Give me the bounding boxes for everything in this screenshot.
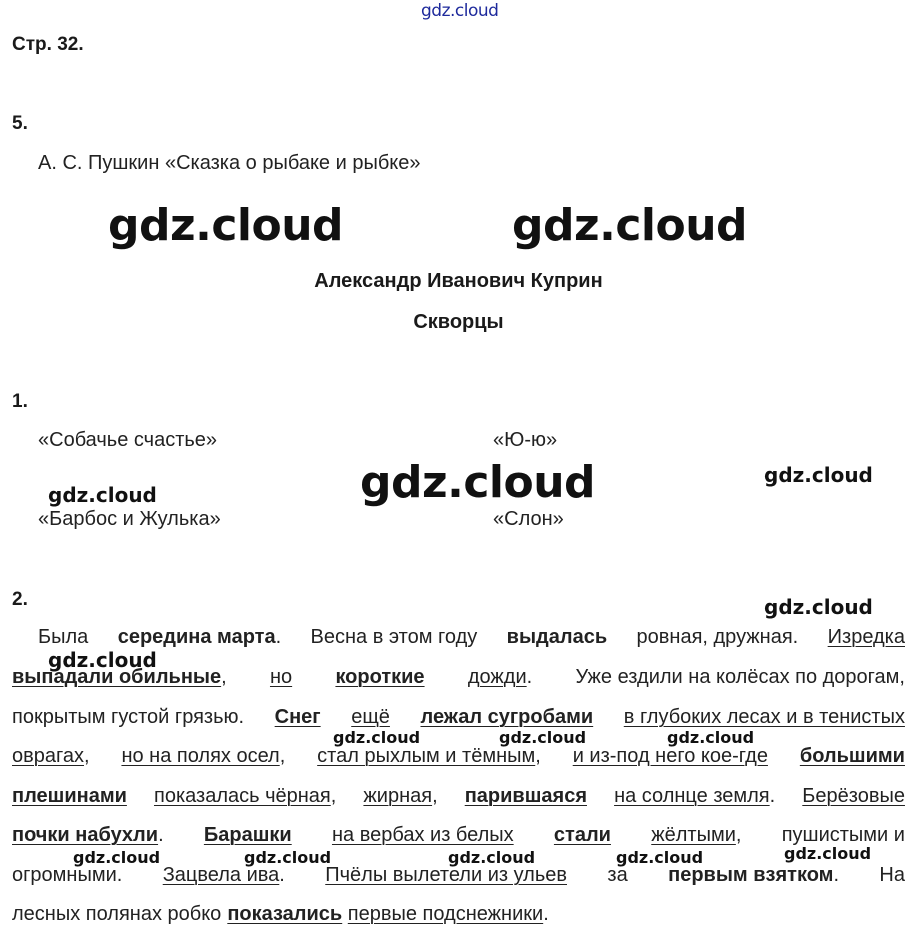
text-segment: На (879, 864, 905, 886)
text-segment: короткие (335, 666, 425, 688)
text-segment: в глубоких лесах и в тенистых (623, 706, 905, 728)
author-name: Александр Иванович Куприн (314, 270, 603, 292)
text-segment: . (526, 666, 533, 688)
text-segment: показались (227, 903, 343, 925)
watermark-small: gdz.cloud (73, 848, 161, 867)
text-segment: жирная (363, 785, 433, 807)
paragraph-line (12, 903, 905, 926)
paragraph-line (12, 785, 905, 808)
text-segment: , (279, 745, 286, 767)
watermark-top: gdz.cloud (421, 1, 499, 21)
text-segment: Зацвела ива (162, 864, 280, 886)
text-segment: . (158, 824, 164, 846)
story-title: Скворцы (413, 311, 504, 333)
work-item: «Собачье счастье» (38, 429, 218, 451)
paragraph-line (12, 864, 905, 887)
text-segment: плешинами (12, 785, 127, 807)
watermark-large-right: gdz.cloud (512, 200, 748, 251)
task-5-number: 5. (12, 113, 28, 134)
text-segment: Снег (274, 706, 321, 728)
text-segment: , (735, 824, 742, 846)
text-segment: лесных полянах робко (12, 903, 222, 925)
text-segment: выдалась (506, 626, 608, 648)
text-segment: , (535, 745, 541, 767)
watermark-small: gdz.cloud (499, 728, 587, 747)
watermark-small: gdz.cloud (784, 844, 872, 863)
watermark-small: gdz.cloud (616, 848, 704, 867)
text-segment: первым взятком (668, 864, 834, 886)
text-segment: но на полях осел (121, 745, 280, 767)
paragraph-line (38, 626, 905, 649)
text-segment: на солнце земля (614, 785, 770, 807)
text-segment: стал рыхлым и тёмным (317, 745, 536, 767)
text-segment: середина марта (117, 626, 276, 648)
text-segment: оврагах (12, 745, 84, 767)
text-segment: за (607, 864, 628, 886)
text-segment: первые подснежники (347, 903, 544, 925)
text-segment: дожди (467, 666, 527, 688)
text-segment: Пчёлы вылетели из ульев (325, 864, 567, 886)
text-segment: и из-под него кое-где (572, 745, 768, 767)
text-segment: Была (38, 626, 89, 648)
text-segment: Барашки (203, 824, 292, 846)
work-item: «Ю-ю» (493, 429, 558, 451)
text-segment: , (221, 666, 227, 688)
work-item: «Барбос и Жулька» (38, 508, 221, 530)
text-segment: покрытым густой грязью. (12, 706, 245, 728)
watermark-small: gdz.cloud (448, 848, 536, 867)
watermark-medium: gdz.cloud (764, 595, 873, 619)
text-segment: Весна в этом году (310, 626, 478, 648)
watermark-small: gdz.cloud (244, 848, 332, 867)
text-segment: , (432, 785, 438, 807)
work-item: «Слон» (493, 508, 564, 530)
text-segment: на вербах из белых (331, 824, 514, 846)
paragraph-line (12, 824, 905, 847)
text-segment: стали (553, 824, 611, 846)
task-5-answer: А. С. Пушкин «Сказка о рыбаке и рыбке» (38, 152, 421, 174)
text-segment: показалась чёрная (153, 785, 331, 807)
text-segment: . (275, 626, 282, 648)
watermark-medium: gdz.cloud (48, 483, 157, 507)
text-segment: огромными. (12, 864, 123, 886)
text-segment: , (83, 745, 90, 767)
text-segment: . (279, 864, 285, 886)
text-segment: . (833, 864, 840, 886)
text-segment: ещё (351, 706, 390, 728)
page-label: Стр. 32. (12, 34, 84, 55)
text-segment: жёлтыми (651, 824, 736, 846)
text-segment: Уже ездили на колёсах по дорогам, (575, 666, 905, 688)
text-segment: большими (799, 745, 905, 767)
watermark-large-center: gdz.cloud (360, 457, 596, 508)
watermark-medium: gdz.cloud (764, 463, 873, 487)
watermark-small: gdz.cloud (667, 728, 755, 747)
text-segment: Изредка (827, 626, 905, 648)
task-1-number: 1. (12, 391, 28, 412)
text-segment: лежал сугробами (420, 706, 594, 728)
watermark-small: gdz.cloud (333, 728, 421, 747)
watermark-large-left: gdz.cloud (108, 200, 344, 251)
text-segment: ровная, дружная. (636, 626, 799, 648)
paragraph-line (12, 745, 905, 768)
watermark-medium: gdz.cloud (48, 648, 157, 672)
text-segment: . (769, 785, 776, 807)
text-segment: Берёзовые (802, 785, 905, 807)
task-2-number: 2. (12, 589, 28, 610)
paragraph-line (12, 706, 905, 729)
text-segment: , (330, 785, 337, 807)
text-segment: пушистыми и (781, 824, 905, 846)
text-segment: выпадали обильные (12, 666, 222, 688)
text-segment: почки набухли (12, 824, 159, 846)
text-segment: . (543, 903, 549, 925)
text-segment: парившаяся (464, 785, 587, 807)
text-segment: но (269, 666, 293, 688)
